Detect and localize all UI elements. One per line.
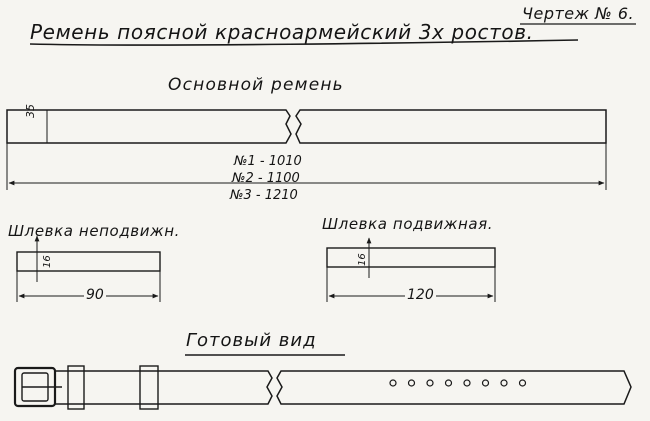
main-belt-drawing (7, 110, 606, 190)
main-belt-length-no3: №3 - 1210 (230, 188, 298, 203)
fixed-loop-width-value: 16 (42, 255, 53, 268)
movable-loop-width-value: 16 (357, 253, 368, 266)
main-belt-right-part (296, 110, 606, 143)
drawing-number: Чертеж № 6. (522, 4, 635, 23)
movable-loop-strip (327, 248, 495, 267)
belt-hole (520, 380, 526, 386)
belt-hole (409, 380, 415, 386)
main-belt-length-no1: №1 - 1010 (234, 154, 302, 169)
movable-loop-label: Шлевка подвижная. (322, 215, 494, 233)
belt-hole (464, 380, 470, 386)
finished-belt-right-part (277, 371, 631, 404)
belt-hole (446, 380, 452, 386)
finished-belt-left-part (55, 371, 272, 404)
belt-hole (501, 380, 507, 386)
belt-hole (483, 380, 489, 386)
finished-belt-drawing (15, 366, 631, 409)
finished-movable-loop (140, 366, 158, 409)
main-belt-length-no2: №2 - 1100 (232, 171, 300, 186)
belt-holes (390, 380, 526, 386)
finished-fixed-loop (68, 366, 84, 409)
finished-view-label: Готовый вид (186, 330, 317, 351)
movable-loop-length-value: 120 (407, 287, 434, 303)
drawing-title: Ремень поясной красноармейский 3х ростов. (30, 20, 534, 44)
fixed-loop-length-value: 90 (86, 287, 104, 303)
fixed-loop-strip (17, 252, 160, 271)
fixed-loop-label: Шлевка неподвижн. (8, 222, 180, 240)
main-belt-left-part (7, 110, 291, 143)
belt-hole (390, 380, 396, 386)
main-belt-width-value: 35 (24, 104, 37, 118)
belt-hole (427, 380, 433, 386)
main-belt-label: Основной ремень (168, 75, 344, 95)
